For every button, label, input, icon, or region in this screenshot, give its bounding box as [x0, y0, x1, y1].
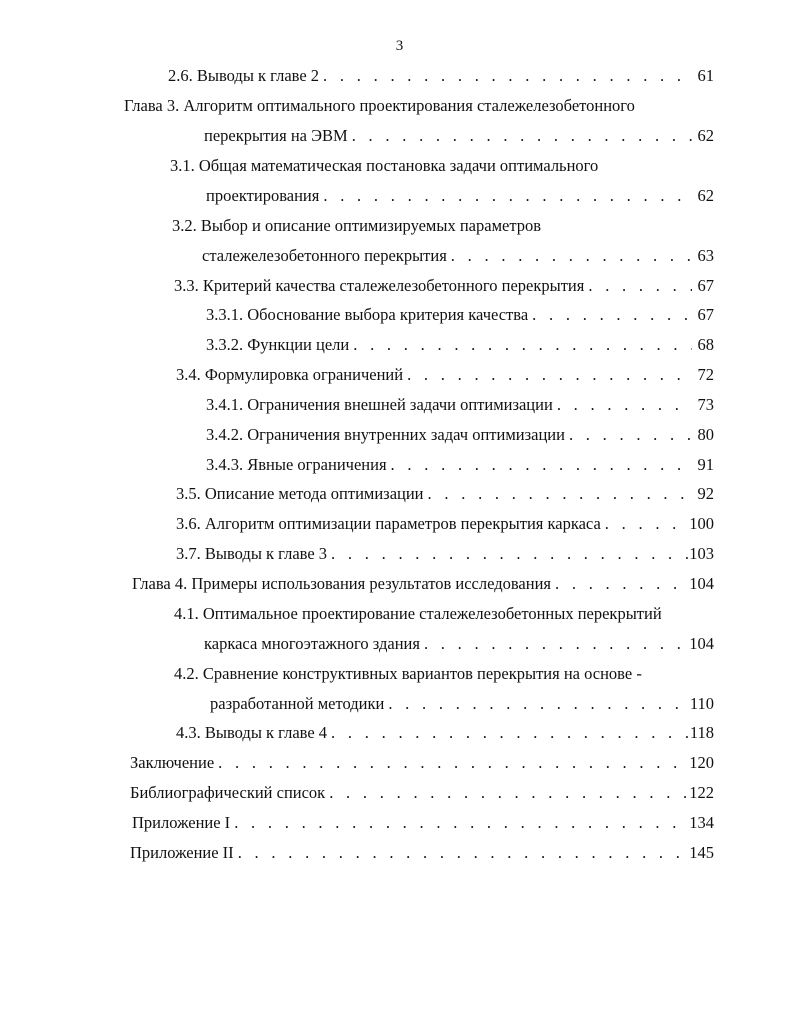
- toc-entry-page: 103: [689, 544, 714, 563]
- toc-entry-title: 3.3.2. Функции цели: [206, 335, 350, 354]
- toc-entry-3-7[interactable]: [176, 538, 714, 564]
- dot-leader: [420, 634, 689, 654]
- toc-entry-page: 80: [697, 425, 714, 444]
- toc-entry-page: 122: [689, 783, 714, 802]
- toc-entry-title: 4.3. Выводы к главе 4: [176, 723, 328, 742]
- toc-entry-page: 145: [689, 843, 714, 862]
- toc-entry-page: 91: [697, 455, 714, 474]
- toc-entry-title: 3.3. Критерий качества сталежелезобетонного перекрытия: [174, 276, 585, 295]
- toc-entry-page: 104: [689, 574, 714, 593]
- toc-entry-page: 67: [697, 305, 714, 324]
- page-number: 3: [395, 38, 404, 54]
- dot-leader: [319, 186, 692, 206]
- toc-entry-4-2-line1[interactable]: [174, 658, 642, 684]
- toc-entry-3-5[interactable]: [176, 478, 714, 504]
- toc-entry-bibliography[interactable]: [130, 777, 714, 803]
- toc-entry-title: 3.4.1. Ограничения внешней задачи оптимизации: [206, 395, 553, 414]
- dot-leader: [327, 723, 690, 743]
- dot-leader: [230, 813, 689, 833]
- toc-entry-title: 4.2. Сравнение конструктивных вариантов перекрытия на основе -: [174, 664, 642, 683]
- toc-entry-page: 92: [697, 484, 714, 503]
- toc-entry-3-1-line1[interactable]: [170, 150, 598, 176]
- toc-entry-chapter-3-line1[interactable]: [124, 90, 635, 116]
- toc-entry-3-3-2[interactable]: [206, 329, 714, 355]
- toc-entry-4-1[interactable]: [204, 628, 714, 654]
- toc-entry-title: 3.6. Алгоритм оптимизации параметров перекрытия каркаса: [176, 514, 601, 533]
- toc-entry-title: 3.3.1. Обоснование выбора критерия качества: [206, 305, 529, 324]
- dot-leader: [584, 276, 692, 296]
- toc-entry-page: 73: [697, 395, 714, 414]
- toc-entry-chapter-4[interactable]: [132, 568, 714, 594]
- toc-entry-title-continued: проектирования: [206, 186, 320, 205]
- toc-entry-title: Приложение I: [132, 813, 231, 832]
- toc-entry-3-4[interactable]: [176, 359, 714, 385]
- toc-entry-title-continued: перекрытия на ЭВМ: [204, 126, 348, 145]
- toc-entry-title-continued: сталежелезобетонного перекрытия: [202, 246, 447, 265]
- dot-leader: [387, 455, 692, 475]
- toc-entry-4-2[interactable]: [210, 688, 714, 714]
- toc-entry-title: 3.4. Формулировка ограничений: [176, 365, 404, 384]
- toc-entry-3-3[interactable]: [174, 270, 714, 296]
- dot-leader: [234, 843, 690, 863]
- toc-entry-title: 3.4.2. Ограничения внутренних задач оптимизации: [206, 425, 565, 444]
- toc-entry-3-4-1[interactable]: [206, 389, 714, 415]
- dot-leader: [325, 783, 689, 803]
- toc-entry-page: 104: [689, 634, 714, 653]
- dot-leader: [349, 335, 692, 355]
- dot-leader: [348, 126, 692, 146]
- dot-leader: [565, 425, 692, 445]
- dot-leader: [551, 574, 689, 594]
- toc-entry-page: 120: [689, 753, 714, 772]
- toc-entry-chapter-3[interactable]: [204, 120, 714, 146]
- toc-entry-title: 3.2. Выбор и описание оптимизируемых параметров: [172, 216, 542, 235]
- dot-leader: [319, 66, 692, 86]
- toc-entry-page: 110: [689, 694, 714, 713]
- toc-entry-title-continued: каркаса многоэтажного здания: [204, 634, 420, 653]
- toc-entry-page: 72: [697, 365, 714, 384]
- toc-entry-3-1[interactable]: [206, 180, 714, 206]
- toc-entry-page: 67: [697, 276, 714, 295]
- toc-entry-title: 3.4.3. Явные ограничения: [206, 455, 387, 474]
- toc-entry-page: 68: [697, 335, 714, 354]
- dot-leader: [601, 514, 689, 534]
- toc-entry-title-continued: разработанной методики: [210, 694, 385, 713]
- toc-entry-3-6[interactable]: [176, 508, 714, 534]
- dot-leader: [528, 305, 692, 325]
- toc-entry-4-3[interactable]: [176, 717, 714, 743]
- toc-entry-3-3-1[interactable]: [206, 299, 714, 325]
- toc-entry-title: 3.5. Описание метода оптимизации: [176, 484, 424, 503]
- toc-entry-4-1-line1[interactable]: [174, 598, 662, 624]
- toc-entry-title: 2.6. Выводы к главе 2: [168, 66, 320, 85]
- toc-entry-3-2-line1[interactable]: [172, 210, 541, 236]
- toc-entry-3-4-2[interactable]: [206, 419, 714, 445]
- toc-entry-title: Глава 4. Примеры использования результатов исследования: [132, 574, 551, 593]
- toc-entry-page: 134: [689, 813, 714, 832]
- dot-leader: [214, 753, 689, 773]
- toc-entry-page: 100: [689, 514, 714, 533]
- toc-entry-page: 62: [697, 126, 714, 145]
- toc-entry-title: 4.1. Оптимальное проектирование сталежелезобетонных перекрытий: [174, 604, 662, 623]
- dot-leader: [447, 246, 692, 266]
- toc-entry-2-6[interactable]: [168, 60, 714, 86]
- toc-entry-page: 62: [697, 186, 714, 205]
- toc-entry-title: Глава 3. Алгоритм оптимального проектирования сталежелезобетонного: [124, 96, 635, 115]
- toc-entry-title: 3.1. Общая математическая постановка задачи оптимального: [170, 156, 599, 175]
- toc-entry-page: 61: [697, 66, 714, 85]
- toc-entry-title: Заключение: [130, 753, 215, 772]
- toc-entry-page: 118: [689, 723, 714, 742]
- toc-entry-title: Приложение II: [130, 843, 234, 862]
- toc-entry-appendix-2[interactable]: [130, 837, 714, 863]
- toc-entry-3-2[interactable]: [202, 240, 714, 266]
- toc-entry-title: 3.7. Выводы к главе 3: [176, 544, 328, 563]
- toc-entry-page: 63: [697, 246, 714, 265]
- toc-entry-appendix-1[interactable]: [132, 807, 714, 833]
- toc-entry-title: Библиографический список: [130, 783, 326, 802]
- dot-leader: [403, 365, 692, 385]
- toc-entry-3-4-3[interactable]: [206, 449, 714, 475]
- dot-leader: [553, 395, 692, 415]
- dot-leader: [384, 694, 690, 714]
- dot-leader: [327, 544, 689, 564]
- toc-entry-conclusion[interactable]: [130, 747, 714, 773]
- dot-leader: [424, 484, 692, 504]
